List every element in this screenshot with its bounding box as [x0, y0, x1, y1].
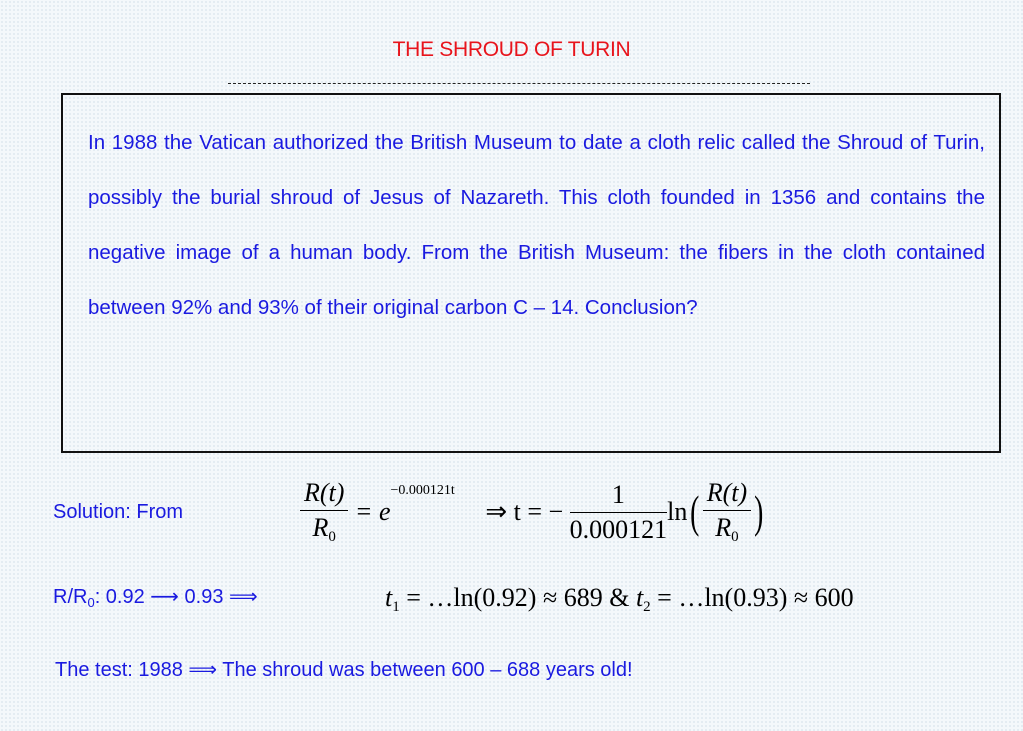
- ratio-numerator: R(t): [703, 478, 751, 511]
- close-paren: ): [754, 486, 764, 537]
- implies-arrow-icon: ⟹: [229, 584, 258, 608]
- age-formula: $t_1$ = …ln(0.92) ≈ 689 & $t_2$ = …ln(0.93) ≈ 600: [385, 583, 854, 615]
- rate-fraction: [570, 480, 668, 545]
- implies-t: ⇒ t = −: [485, 497, 564, 526]
- ln-label: ln: [667, 497, 688, 526]
- lhs-fraction: [300, 478, 348, 546]
- problem-box: [61, 93, 1001, 453]
- rate-denominator: 0.000121: [569, 514, 668, 544]
- equals-e: = e: [354, 497, 391, 526]
- right-arrow-icon: ⟶: [150, 584, 179, 608]
- exponent: −0.000121t: [390, 482, 455, 498]
- lhs-numerator: R(t): [300, 478, 348, 511]
- implies-arrow-icon: ⟹: [188, 657, 218, 681]
- lhs-denominator: $R_0$: [312, 513, 336, 545]
- problem-text: In 1988 the Vatican authorized the British Museum to date a cloth relic called the Shroud of Turin, possibly the burial shroud of Jesus of Nazareth. This cloth founded in 1356 and contains the negative image of a human body. From the British Museum: the fibers in the cloth contained between 92% and 93% of their original carbon C – 14. Conclusion?: [88, 131, 985, 319]
- ratio-label: $R/R_0$: 0.92 ⟶ 0.93 ⟹: [53, 584, 258, 610]
- slide-title: THE SHROUD OF TURIN: [392, 38, 631, 61]
- test-conclusion: The test: 1988 ⟹ The shroud was between 600 – 688 years old!: [55, 657, 633, 681]
- open-paren: (: [690, 486, 700, 537]
- title-divider: [228, 83, 810, 84]
- ratio-denominator: $R_0$: [715, 513, 739, 545]
- ratio-fraction: [703, 478, 751, 546]
- decay-formula: [300, 478, 766, 546]
- solution-label: Solution: From: [53, 501, 184, 523]
- rate-numerator: 1: [570, 480, 668, 513]
